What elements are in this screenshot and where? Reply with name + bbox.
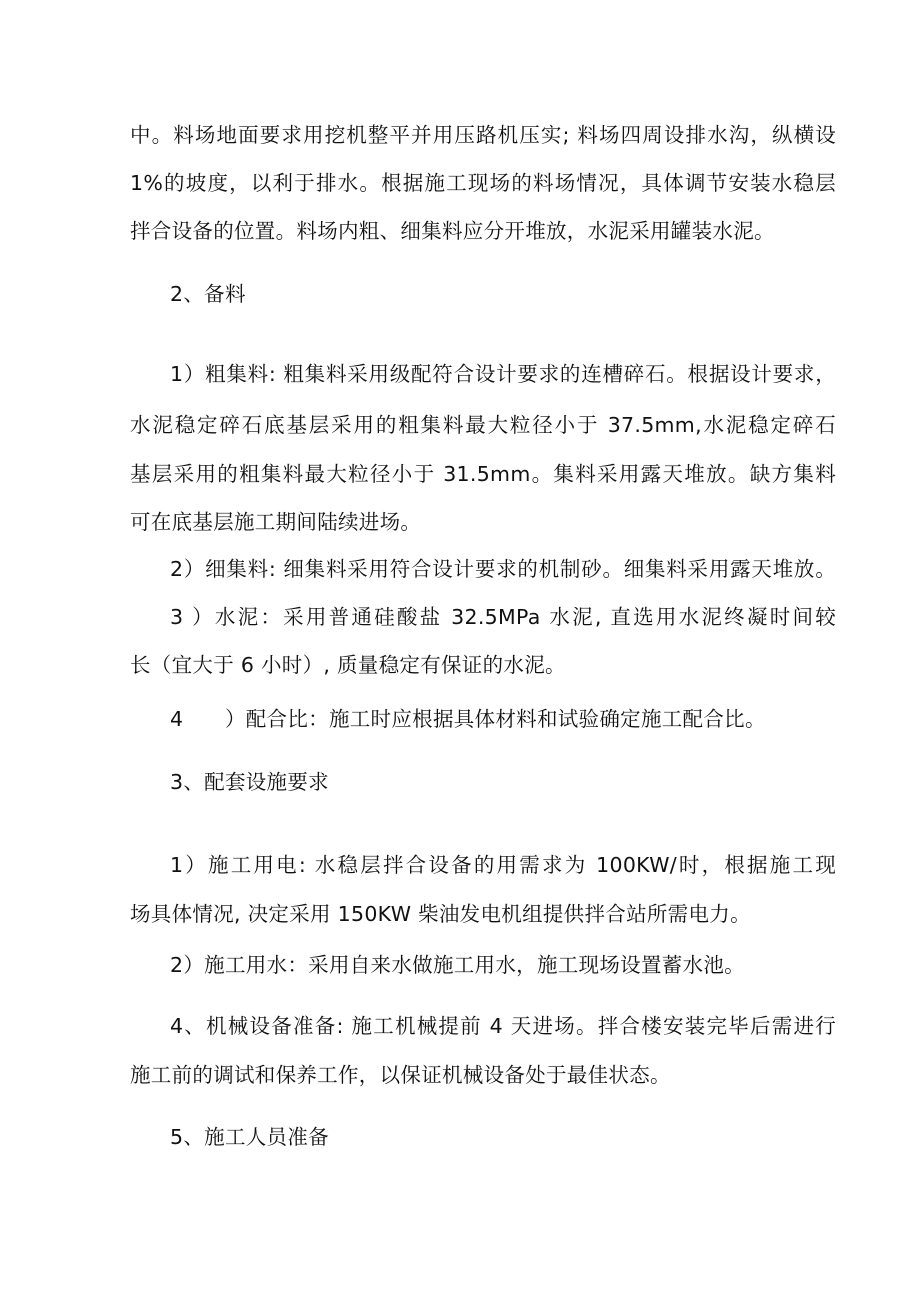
- paragraph-line: 1）粗集料: 粗集料采用级配符合设计要求的连槽碎石。根据设计要求，: [170, 362, 836, 386]
- paragraph-line: 2）细集料: 细集料采用符合设计要求的机制砂。细集料采用露天堆放。: [170, 557, 836, 581]
- section-heading-materials: 2、备料: [170, 282, 246, 306]
- paragraph-line: 长（宜大于 6 小时）, 质量稳定有保证的水泥。: [130, 653, 566, 677]
- section-heading-facilities: 3、配套设施要求: [170, 770, 329, 794]
- paragraph-line: 拌合设备的位置。料场内粗、细集料应分开堆放，水泥采用罐装水泥。: [130, 219, 775, 243]
- paragraph-line: 施工前的调试和保养工作，以保证机械设备处于最佳状态。: [130, 1063, 671, 1087]
- paragraph-line: 可在底基层施工期间陆续进场。: [130, 510, 422, 534]
- paragraph-line: 1）施工用电: 水稳层拌合设备的用需求为 100KW/时，根据施工现: [170, 853, 836, 877]
- paragraph-line: 场具体情况, 决定采用 150KW 柴油发电机组提供拌合站所需电力。: [130, 902, 751, 926]
- paragraph-line: 3 ）水泥：采用普通硅酸盐 32.5MPa 水泥, 直选用水泥终凝时间较: [170, 605, 836, 629]
- paragraph-line: 中。料场地面要求用挖机整平并用压路机压实; 料场四周设排水沟，纵横设: [130, 123, 836, 147]
- paragraph-line: 4 ）配合比：施工时应根据具体材料和试验确定施工配合比。: [170, 707, 766, 731]
- paragraph-line: 1%的坡度，以利于排水。根据施工现场的料场情况，具体调节安装水稳层: [130, 171, 836, 195]
- section-heading-personnel: 5、施工人员准备: [170, 1125, 329, 1149]
- paragraph-line: 基层采用的粗集料最大粒径小于 31.5mm。集料采用露天堆放。缺方集料: [130, 462, 836, 486]
- paragraph-line: 2）施工用水：采用自来水做施工用水，施工现场设置蓄水池。: [170, 953, 745, 977]
- section-heading-machinery: 4、机械设备准备: 施工机械提前 4 天进场。拌合楼安装完毕后需进行: [170, 1014, 836, 1038]
- paragraph-line: 水泥稳定碎石底基层采用的粗集料最大粒径小于 37.5mm,水泥稳定碎石: [130, 413, 836, 437]
